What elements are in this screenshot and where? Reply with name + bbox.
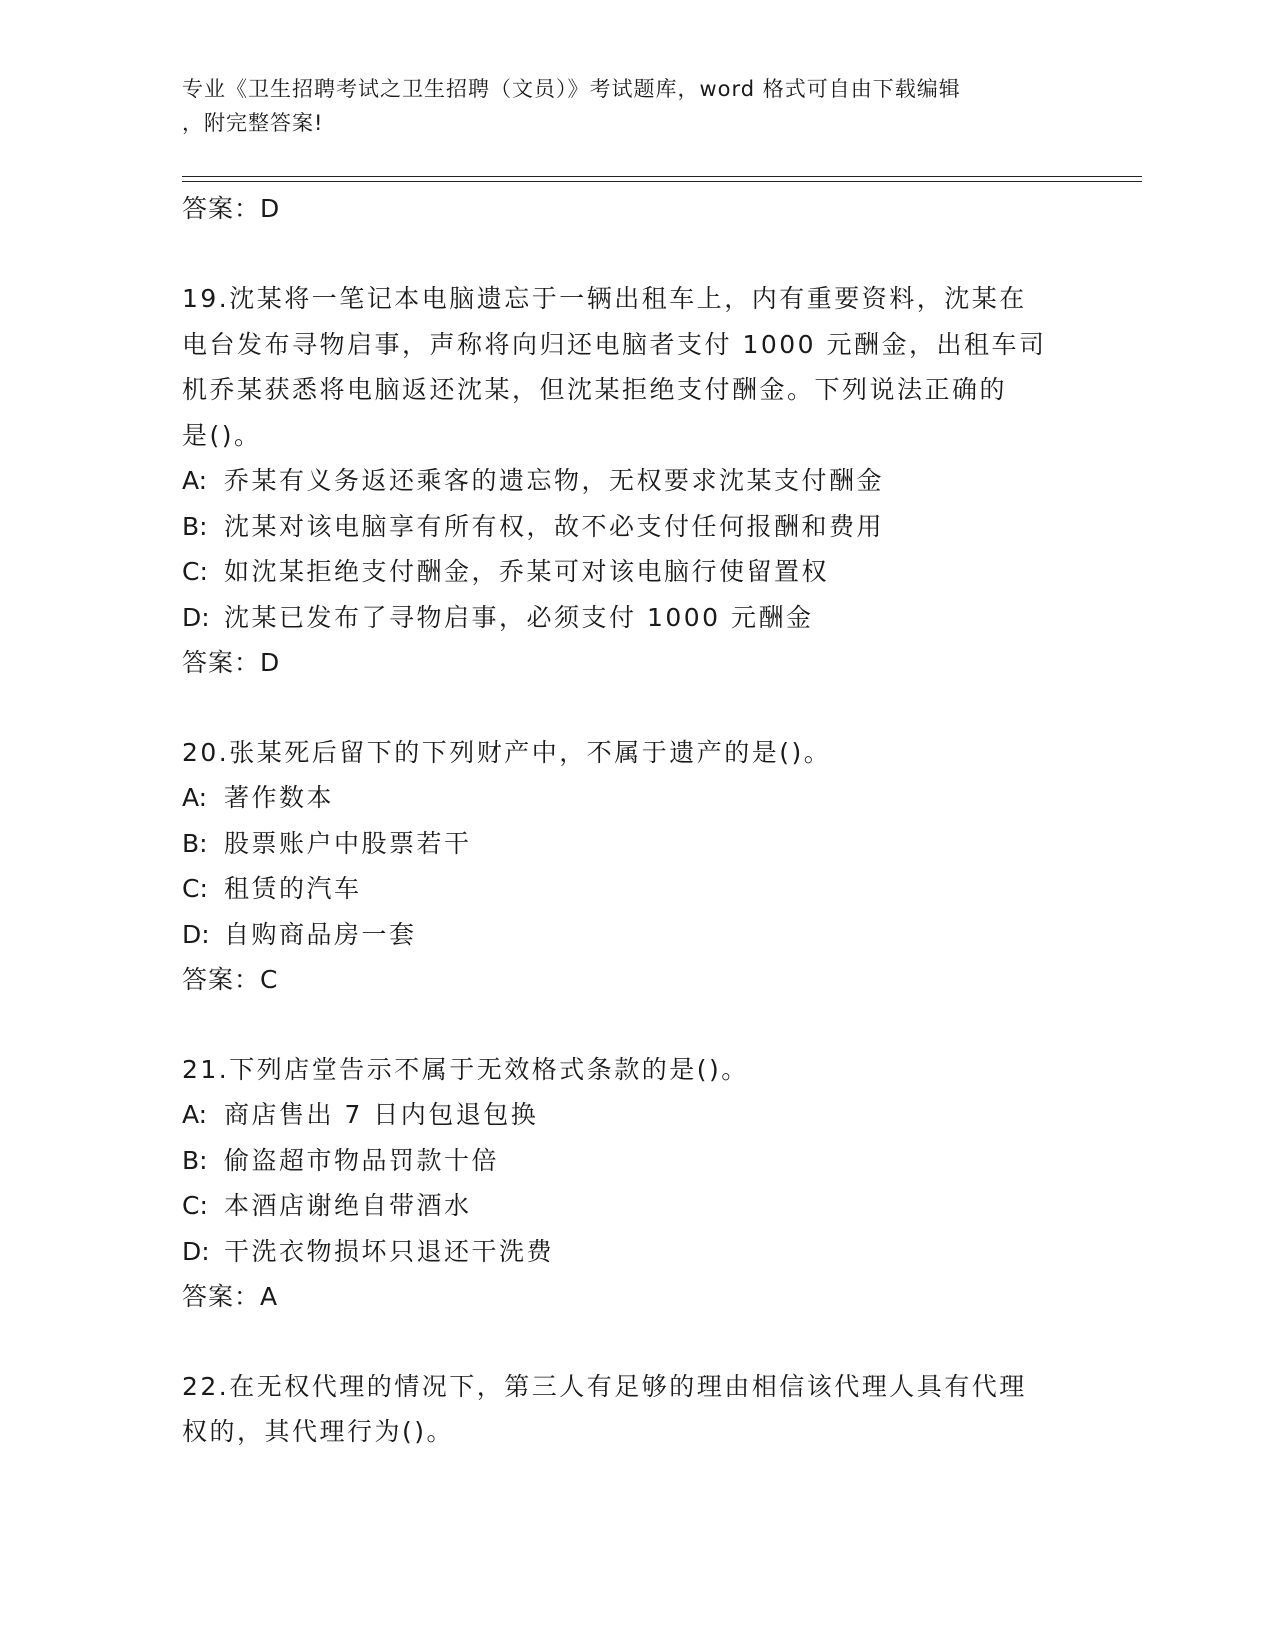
stem-line: 21.下列店堂告示不属于无效格式条款的是()。 <box>182 1054 749 1084</box>
header-line-2: ，附完整答案! <box>182 111 324 135</box>
option-a <box>182 1092 1082 1138</box>
question-19 <box>182 276 1082 686</box>
option-d <box>182 912 1082 958</box>
option-text: 沈某对该电脑享有所有权，故不必支付任何报酬和费用 <box>224 511 885 541</box>
option-letter: D: <box>182 602 210 632</box>
answer-value: D <box>260 648 281 677</box>
option-d <box>182 595 1082 641</box>
option-letter: C: <box>182 874 208 903</box>
question-22 <box>182 1364 1082 1455</box>
option-text: 乔某有义务返还乘客的遗忘物，无权要求沈某支付酬金 <box>224 466 885 495</box>
option-c <box>182 1183 1082 1229</box>
stem-line: 机乔某获悉将电脑返还沈某，但沈某拒绝支付酬金。下列说法正确的 <box>182 375 1008 404</box>
option-a <box>182 775 1082 821</box>
question-stem <box>182 1364 1082 1455</box>
option-text: 沈某已发布了寻物启事，必须支付 1000 元酬金 <box>224 602 814 632</box>
option-c <box>182 549 1082 595</box>
option-letter: B: <box>182 511 208 541</box>
header-rule-top <box>182 176 1142 177</box>
answer-line <box>182 957 1082 1003</box>
option-d <box>182 1229 1082 1275</box>
answer-label: 答案： <box>182 648 261 677</box>
question-stem <box>182 730 1082 776</box>
document-body <box>182 186 1082 1455</box>
answer-line <box>182 186 1082 232</box>
option-text: 租赁的汽车 <box>224 874 362 903</box>
answer-line <box>182 1274 1082 1320</box>
stem-line: 19.沈某将一笔记本电脑遗忘于一辆出租车上，内有重要资料，沈某在 <box>182 284 1027 313</box>
option-text: 股票账户中股票若干 <box>224 828 472 858</box>
stem-line: 电台发布寻物启事，声称将向归还电脑者支付 1000 元酬金，出租车司 <box>182 329 1047 359</box>
option-letter: C: <box>182 1191 208 1220</box>
option-text: 偷盗超市物品罚款十倍 <box>224 1145 500 1175</box>
header-line-1: 专业《卫生招聘考试之卫生招聘（文员）》考试题库，word 格式可自由下载编辑 <box>182 77 961 101</box>
option-c <box>182 866 1082 912</box>
answer-value: C <box>260 965 279 994</box>
option-text: 干洗衣物损坏只退还干洗费 <box>224 1236 555 1266</box>
option-letter: D: <box>182 919 210 949</box>
question-stem <box>182 276 1082 458</box>
option-text: 著作数本 <box>224 783 335 812</box>
answer-value: A <box>260 1282 279 1311</box>
question-21 <box>182 1047 1082 1320</box>
option-b <box>182 1138 1082 1184</box>
header-rule-bottom <box>182 181 1142 182</box>
answer-value: D <box>260 194 281 223</box>
option-letter: B: <box>182 828 208 858</box>
answer-label: 答案： <box>182 194 261 223</box>
option-letter: A: <box>182 783 208 812</box>
option-b <box>182 504 1082 550</box>
document-header <box>182 72 1062 140</box>
option-letter: C: <box>182 557 208 586</box>
option-letter: A: <box>182 1100 208 1129</box>
option-text: 自购商品房一套 <box>224 919 417 949</box>
stem-line: 20.张某死后留下的下列财产中，不属于遗产的是()。 <box>182 737 832 767</box>
option-text: 本酒店谢绝自带酒水 <box>224 1191 472 1220</box>
stem-line: 是()。 <box>182 420 262 450</box>
stem-line: 22.在无权代理的情况下，第三人有足够的理由相信该代理人具有代理 <box>182 1371 1027 1401</box>
option-a <box>182 458 1082 504</box>
option-letter: B: <box>182 1145 208 1175</box>
option-text: 商店售出 7 日内包退包换 <box>224 1100 539 1129</box>
question-stem <box>182 1047 1082 1093</box>
option-b <box>182 821 1082 867</box>
question-20 <box>182 730 1082 1003</box>
option-letter: A: <box>182 466 208 495</box>
option-text: 如沈某拒绝支付酬金，乔某可对该电脑行使留置权 <box>224 557 830 586</box>
answer-label: 答案： <box>182 1282 261 1311</box>
stem-line: 权的，其代理行为()。 <box>182 1417 455 1446</box>
answer-line <box>182 640 1082 686</box>
option-letter: D: <box>182 1236 210 1266</box>
answer-label: 答案： <box>182 965 261 994</box>
